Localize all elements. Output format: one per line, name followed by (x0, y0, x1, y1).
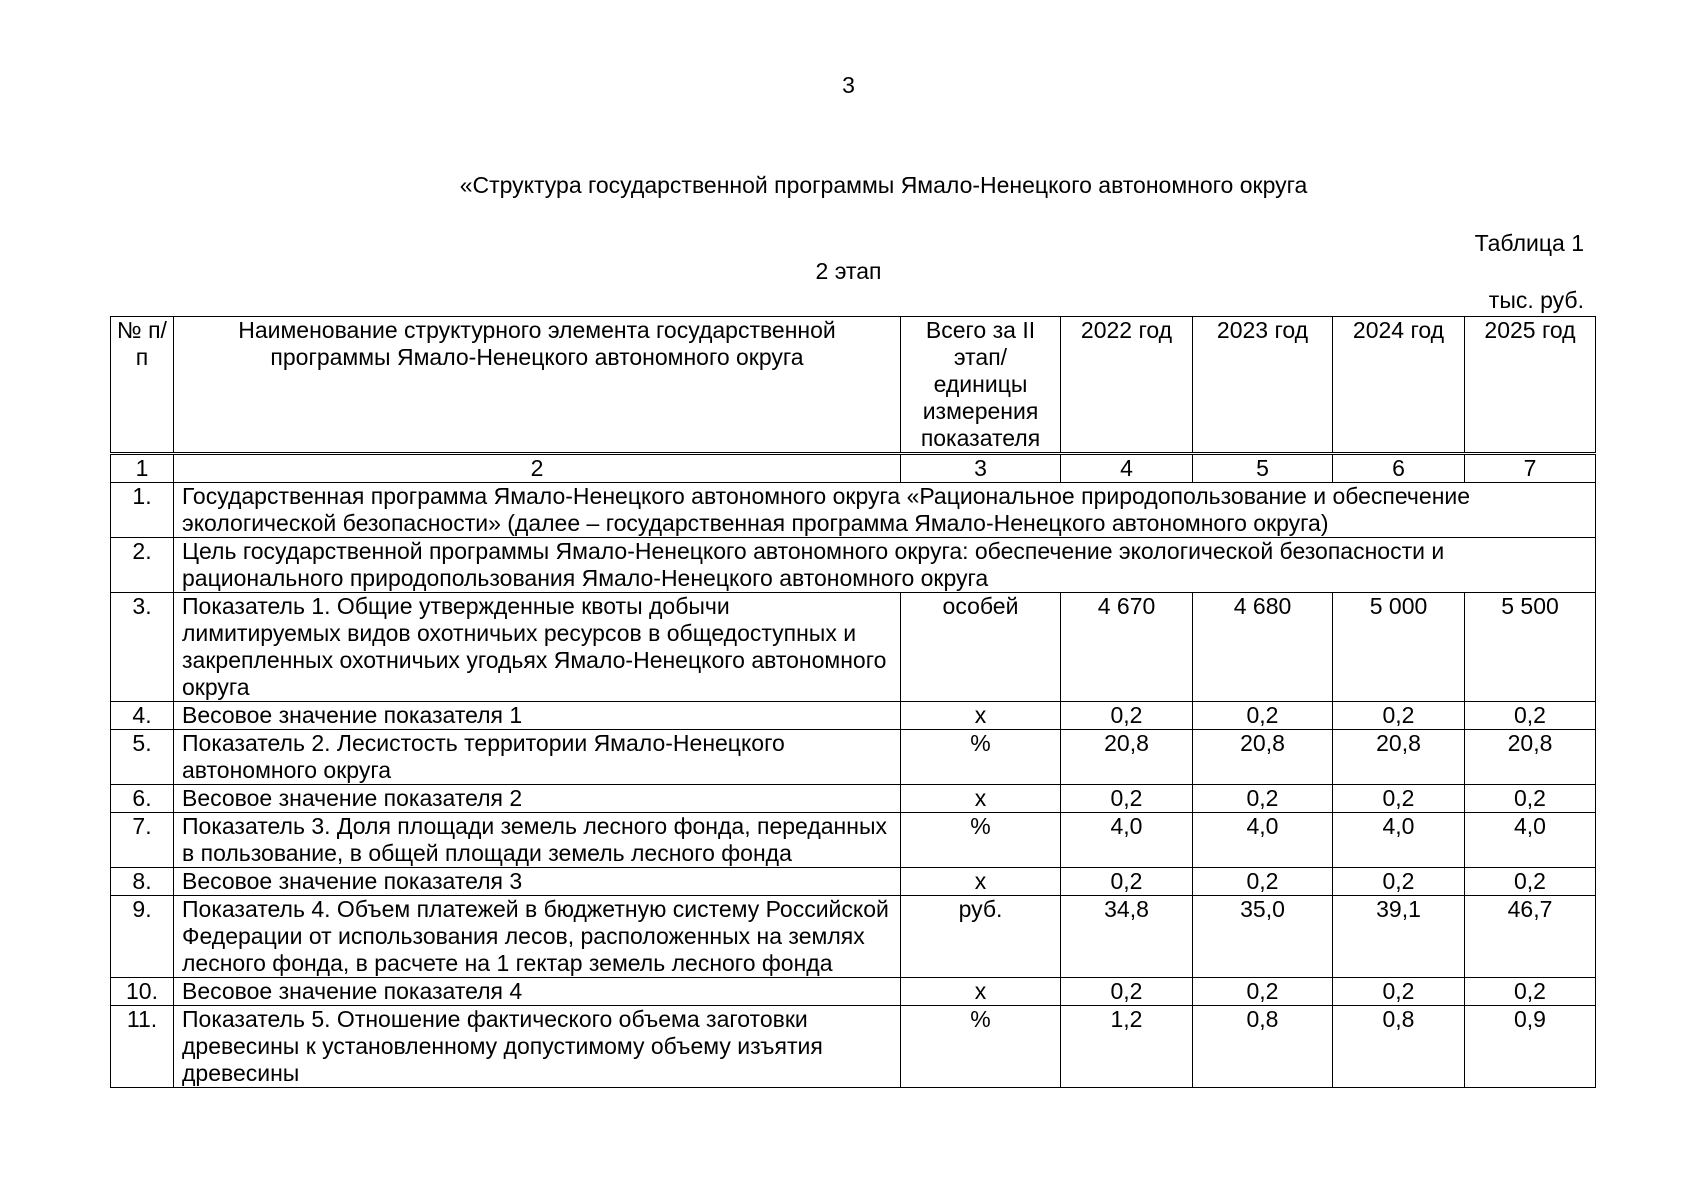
value-2023: 0,2 (1193, 978, 1333, 1006)
header-2022: 2022 год (1061, 317, 1193, 454)
value-2023: 4 680 (1193, 593, 1333, 702)
table-row (111, 813, 1596, 868)
value-2024: 0,8 (1333, 1006, 1465, 1088)
table-label: Таблица 1 (1474, 230, 1584, 256)
indicator-name: Весовое значение показателя 3 (174, 868, 901, 896)
row-number: 4. (111, 702, 174, 730)
table-row (111, 785, 1596, 813)
table-row (111, 702, 1596, 730)
value-2022: 34,8 (1061, 896, 1193, 978)
unit-label: тыс. руб. (1488, 287, 1584, 313)
table-row (111, 538, 1596, 593)
row-number: 6. (111, 785, 174, 813)
program-structure-table (110, 316, 1596, 1088)
table-row (111, 896, 1596, 978)
value-2023: 0,8 (1193, 1006, 1333, 1088)
value-2024: 0,2 (1333, 702, 1465, 730)
value-2025: 0,9 (1465, 1006, 1596, 1088)
value-2025: 5 500 (1465, 593, 1596, 702)
row-number: 11. (111, 1006, 174, 1088)
table-row (111, 1006, 1596, 1088)
column-index: 7 (1465, 454, 1596, 483)
column-index-row (111, 454, 1596, 483)
value-2025: 4,0 (1465, 813, 1596, 868)
column-index: 5 (1193, 454, 1333, 483)
indicator-unit: особей (901, 593, 1061, 702)
value-2024: 5 000 (1333, 593, 1465, 702)
header-total: Всего за II этап/ единицы измерения показателя (901, 317, 1061, 454)
value-2025: 0,2 (1465, 868, 1596, 896)
indicator-name: Весовое значение показателя 1 (174, 702, 901, 730)
table-row (111, 978, 1596, 1006)
value-2024: 20,8 (1333, 730, 1465, 785)
value-2023: 4,0 (1193, 813, 1333, 868)
value-2022: 4 670 (1061, 593, 1193, 702)
table-header-row (111, 317, 1596, 454)
table-row (111, 593, 1596, 702)
value-2024: 0,2 (1333, 978, 1465, 1006)
indicator-unit: х (901, 785, 1061, 813)
row-number: 7. (111, 813, 174, 868)
header-num: № п/п (111, 317, 174, 454)
column-index: 2 (174, 454, 901, 483)
indicator-name: Весовое значение показателя 4 (174, 978, 901, 1006)
value-2023: 20,8 (1193, 730, 1333, 785)
document-title: «Структура государственной программы Ямало-Ненецкого автономного округа (459, 172, 1308, 198)
row-number: 8. (111, 868, 174, 896)
program-goal: Цель государственной программы Ямало-Ненецкого автономного округа: обеспечение экологической безопасности и рационального природопользования Ямало-Ненецкого автономного округа (174, 538, 1596, 593)
indicator-unit: руб. (901, 896, 1061, 978)
column-index: 6 (1333, 454, 1465, 483)
column-index: 3 (901, 454, 1061, 483)
indicator-unit: х (901, 978, 1061, 1006)
value-2024: 0,2 (1333, 785, 1465, 813)
value-2022: 4,0 (1061, 813, 1193, 868)
column-index: 1 (111, 454, 174, 483)
header-2025: 2025 год (1465, 317, 1596, 454)
column-index: 4 (1061, 454, 1193, 483)
value-2025: 46,7 (1465, 896, 1596, 978)
table-row (111, 868, 1596, 896)
header-2024: 2024 год (1333, 317, 1465, 454)
value-2025: 0,2 (1465, 702, 1596, 730)
value-2022: 0,2 (1061, 978, 1193, 1006)
row-number: 9. (111, 896, 174, 978)
page-number: 3 (842, 72, 855, 98)
table-row (111, 730, 1596, 785)
value-2023: 0,2 (1193, 702, 1333, 730)
value-2025: 20,8 (1465, 730, 1596, 785)
value-2022: 1,2 (1061, 1006, 1193, 1088)
value-2025: 0,2 (1465, 785, 1596, 813)
indicator-name: Весовое значение показателя 2 (174, 785, 901, 813)
program-name: Государственная программа Ямало-Ненецкого автономного округа «Рациональное природопользование и обеспечение экологической безопасности» (далее – государственная программа Ямало-Ненецкого автономного округа) (174, 483, 1596, 538)
indicator-unit: % (901, 730, 1061, 785)
value-2022: 0,2 (1061, 785, 1193, 813)
indicator-name: Показатель 5. Отношение фактического объема заготовки древесины к установленному допустимому объему изъятия древесины (174, 1006, 901, 1088)
value-2022: 20,8 (1061, 730, 1193, 785)
value-2023: 0,2 (1193, 785, 1333, 813)
row-number: 5. (111, 730, 174, 785)
header-2023: 2023 год (1193, 317, 1333, 454)
value-2024: 4,0 (1333, 813, 1465, 868)
row-number: 1. (111, 483, 174, 538)
value-2023: 35,0 (1193, 896, 1333, 978)
indicator-unit: % (901, 813, 1061, 868)
indicator-name: Показатель 4. Объем платежей в бюджетную систему Российской Федерации от использования лесов, расположенных на землях лесного фонда, в расчете на 1 гектар земель лесного фонда (174, 896, 901, 978)
row-number: 3. (111, 593, 174, 702)
table-row (111, 483, 1596, 538)
value-2025: 0,2 (1465, 978, 1596, 1006)
row-number: 10. (111, 978, 174, 1006)
value-2024: 39,1 (1333, 896, 1465, 978)
indicator-unit: х (901, 702, 1061, 730)
value-2022: 0,2 (1061, 702, 1193, 730)
value-2023: 0,2 (1193, 868, 1333, 896)
stage-label: 2 этап (815, 258, 882, 284)
row-number: 2. (111, 538, 174, 593)
value-2024: 0,2 (1333, 868, 1465, 896)
indicator-name: Показатель 2. Лесистость территории Ямало-Ненецкого автономного округа (174, 730, 901, 785)
indicator-name: Показатель 3. Доля площади земель лесного фонда, переданных в пользование, в общей площади земель лесного фонда (174, 813, 901, 868)
indicator-unit: % (901, 1006, 1061, 1088)
value-2022: 0,2 (1061, 868, 1193, 896)
header-name: Наименование структурного элемента государственной программы Ямало-Ненецкого автономного округа (174, 317, 901, 454)
indicator-name: Показатель 1. Общие утвержденные квоты добычи лимитируемых видов охотничьих ресурсов в общедоступных и закрепленных охотничьих угодьях Ямало-Ненецкого автономного округа (174, 593, 901, 702)
indicator-unit: х (901, 868, 1061, 896)
